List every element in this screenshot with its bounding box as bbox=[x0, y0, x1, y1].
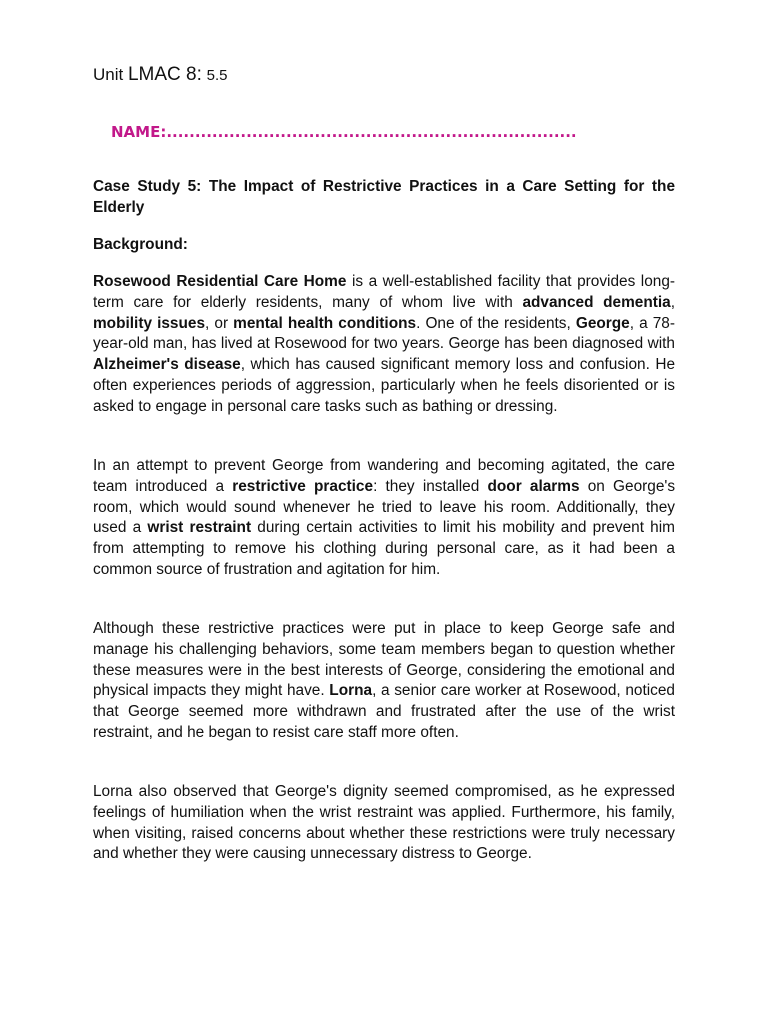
background-heading: Background: bbox=[93, 236, 188, 253]
paragraph-3 bbox=[93, 619, 675, 744]
unit-number: 5.5 bbox=[206, 67, 228, 84]
bold-term: mobility issues bbox=[93, 314, 206, 332]
paragraph-text: is a well-established facility that provides long-term care for elderly residents, many of whom live with bbox=[93, 273, 676, 311]
paragraph-4 bbox=[93, 782, 675, 865]
paragraph-1 bbox=[93, 272, 675, 418]
paragraph-text: In an attempt to prevent George from wandering and becoming agitated, the care team introduced a bbox=[93, 457, 675, 495]
paragraph-text: : they installed bbox=[373, 477, 488, 495]
bold-term: door alarms bbox=[487, 477, 580, 495]
bold-term: Rosewood Residential Care Home bbox=[93, 273, 347, 290]
paragraph-text: Although these restrictive practices were put in place to keep George safe and manage his challenging behaviors, some team members began to question whether these measures were in the best interests of George, considering the emotional and physical impacts they might have. bbox=[93, 620, 675, 700]
paragraph-2 bbox=[93, 456, 675, 581]
name-field-line: NAME:........................................................................ bbox=[111, 123, 577, 141]
bold-term: Lorna bbox=[329, 682, 373, 700]
paragraph-text: , a 78-year-old man, has lived at Rosewood for two years. George has been diagnosed with bbox=[93, 314, 675, 353]
paragraph-text: during certain activities to limit his mobility and prevent him from attempting to remove his clothing during personal care, as it had been a common source of frustration and agitation for him. bbox=[93, 519, 675, 578]
paragraph-text: on George's room, which would sound whenever he tried to leave his room. Additionally, they used a bbox=[93, 477, 676, 537]
paragraph-text: Lorna also observed that George's dignity seemed compromised, as he expressed feelings of humiliation when the wrist restraint was applied. Furthermore, his family, when visiting, raised concerns about whether these restrictions were truly necessary and whether they were causing unnecessary distress to George. bbox=[93, 783, 675, 863]
bold-term: Alzheimer's disease bbox=[93, 356, 241, 374]
bold-term: mental health conditions bbox=[233, 314, 417, 332]
bold-term: George bbox=[575, 314, 630, 332]
bold-term: advanced dementia bbox=[522, 293, 671, 311]
bold-term: restrictive practice bbox=[232, 477, 374, 495]
paragraph-text: , or bbox=[205, 314, 234, 332]
paragraph-text: . One of the residents, bbox=[416, 314, 576, 332]
paragraph-text: , which has caused significant memory loss and confusion. He often experiences periods of aggression, particularly when he feels disoriented or is asked to engage in personal care tasks such as bathing or dressing. bbox=[93, 356, 676, 415]
bold-term: wrist restraint bbox=[147, 519, 252, 537]
unit-heading bbox=[93, 64, 227, 87]
paragraph-text: , a senior care worker at Rosewood, noticed that George seemed more withdrawn and frustrated after the use of the wrist restraint, and he began to resist care staff more often. bbox=[93, 682, 675, 741]
case-study-title: Case Study 5: The Impact of Restrictive Practices in a Care Setting for the Elderly bbox=[93, 178, 675, 216]
paragraph-text: , bbox=[670, 293, 675, 311]
unit-word: Unit bbox=[93, 65, 124, 84]
unit-code: LMAC 8: bbox=[127, 64, 202, 85]
